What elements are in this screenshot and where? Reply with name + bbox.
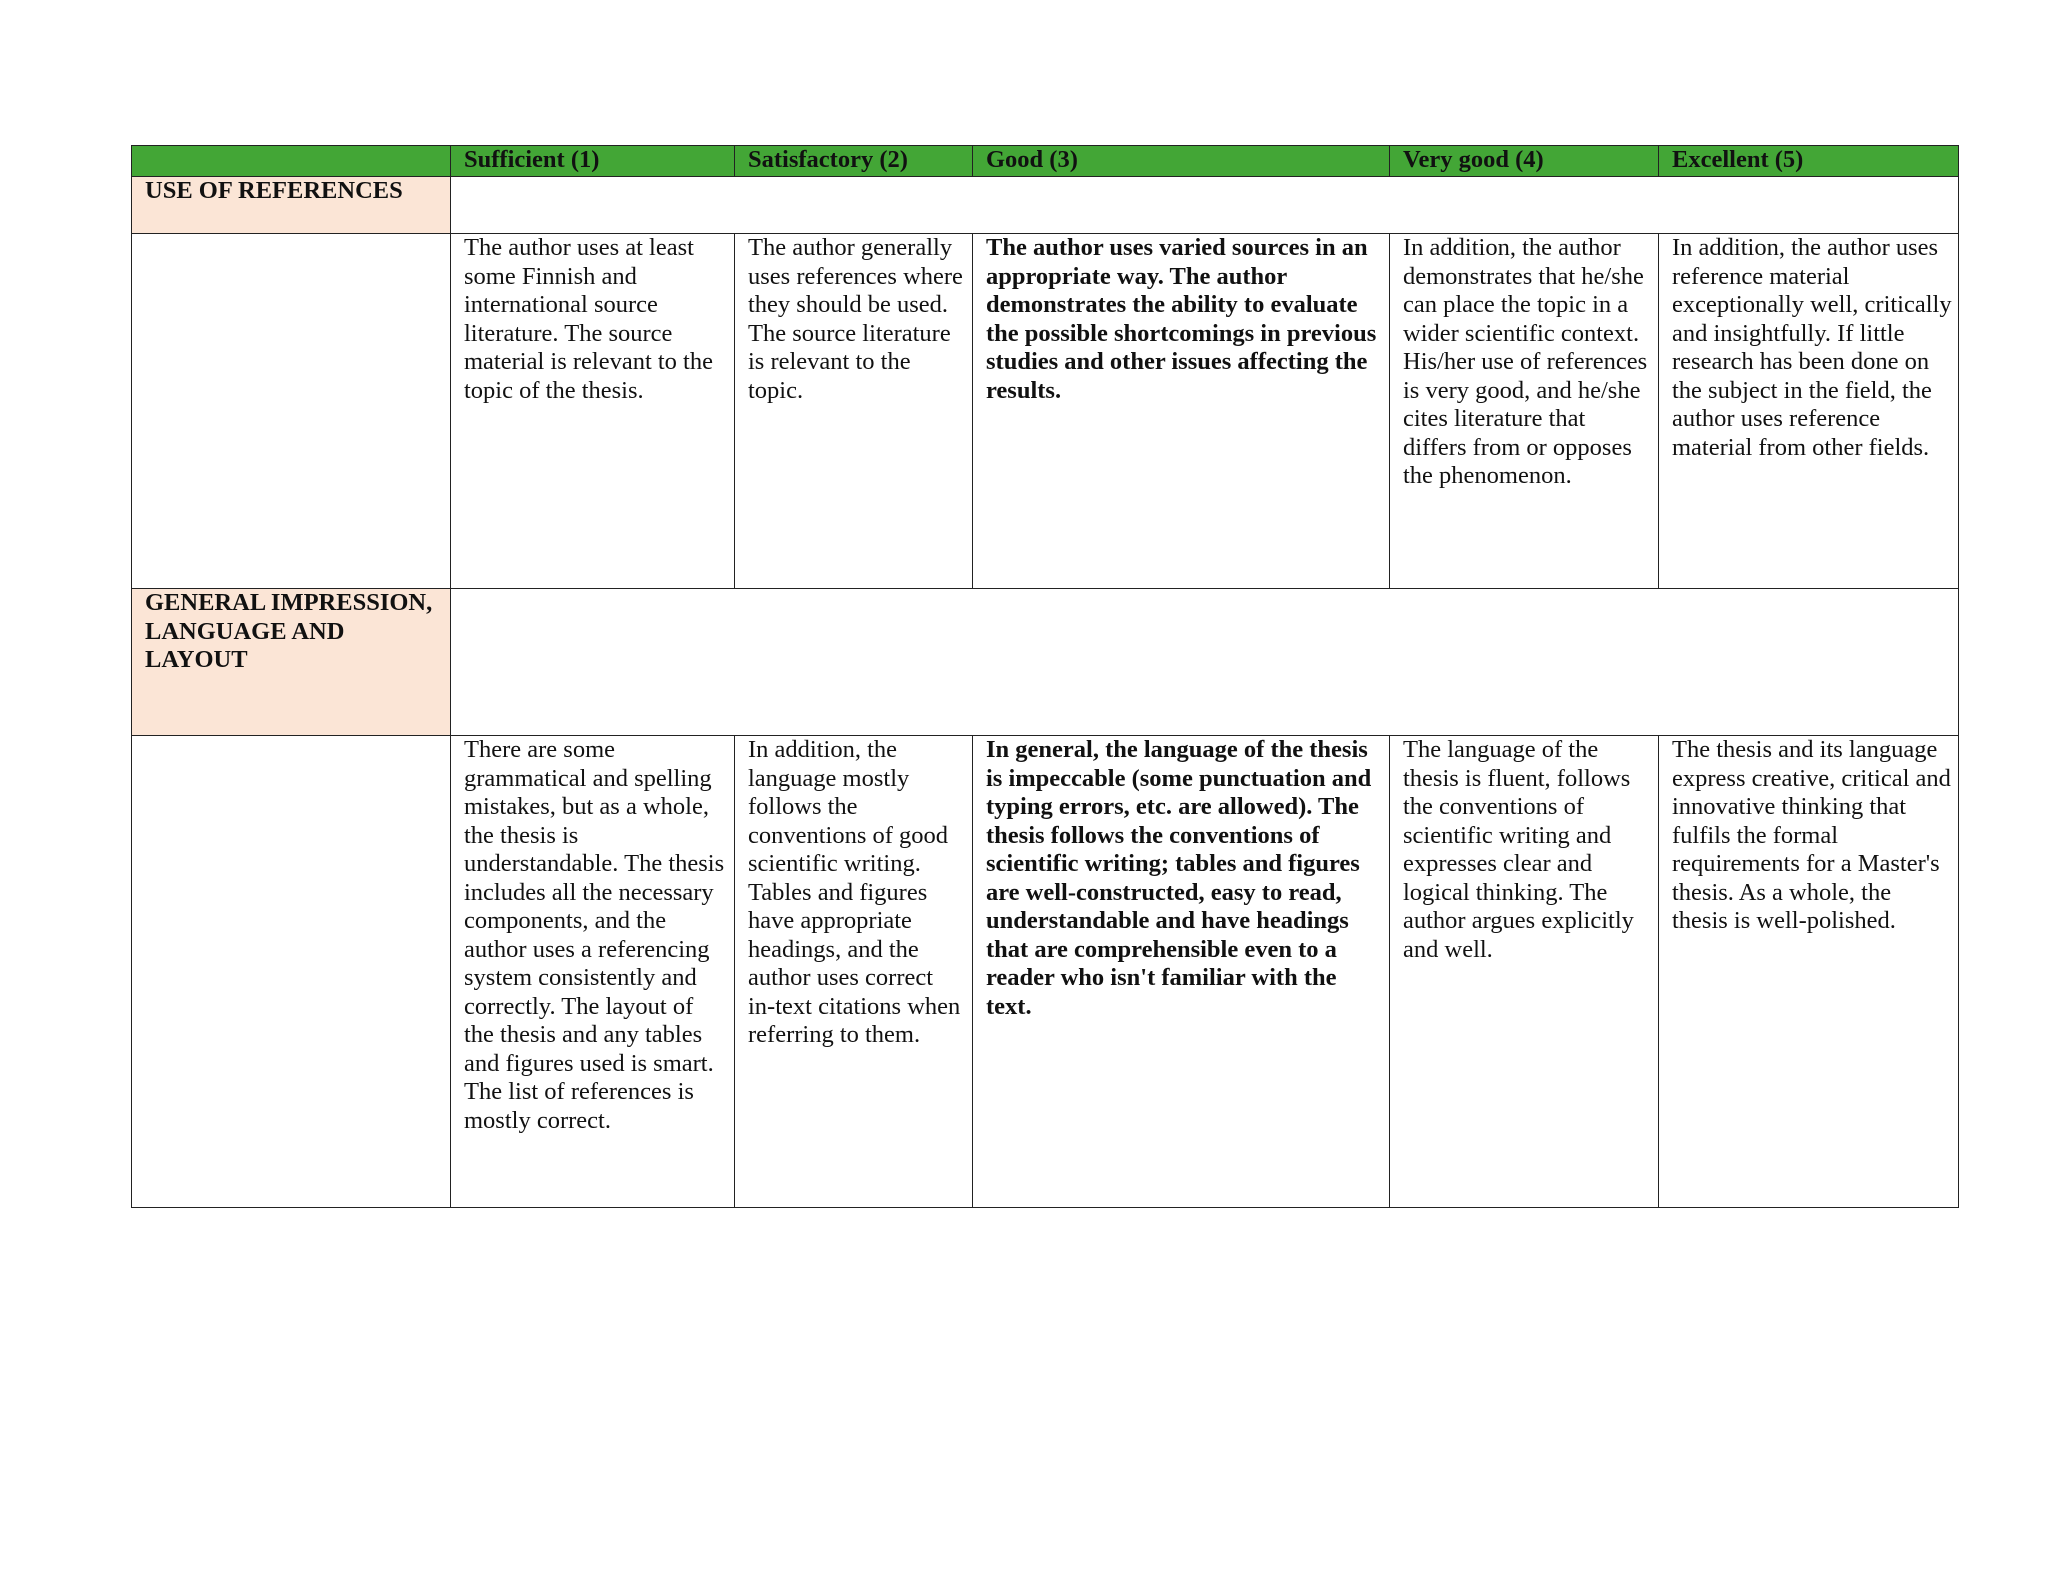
- criteria-row-general-impression: [132, 736, 1959, 1208]
- criteria-cell-good: The author uses varied sources in an appropriate way. The author demonstrates the ability to evaluate the possible shortcomings in previous studies and other issues affecting the results.: [973, 234, 1390, 589]
- criteria-cell-satisfactory: In addition, the language mostly follows the conventions of good scientific writing. Tables and figures have appropriate headings, and the author uses correct in-text citations when referring to them.: [735, 736, 973, 1208]
- criteria-empty-cell: [132, 736, 451, 1208]
- criteria-cell-excellent: In addition, the author uses reference material exceptionally well, critically and insightfully. If little research has been done on the subject in the field, the author uses reference material from other fields.: [1659, 234, 1959, 589]
- criteria-cell-excellent: The thesis and its language express creative, critical and innovative thinking that fulfils the formal requirements for a Master's thesis. As a whole, the thesis is well-polished.: [1659, 736, 1959, 1208]
- criteria-row-use-of-references: [132, 234, 1959, 589]
- criteria-cell-good: In general, the language of the thesis is impeccable (some punctuation and typing errors, etc. are allowed). The thesis follows the conventions of scientific writing; tables and figures are well-constructed, easy to read, understandable and have headings that are comprehensible even to a reader who isn't familiar with the text.: [973, 736, 1390, 1208]
- category-label-use-of-references: USE OF REFERENCES: [132, 177, 451, 234]
- category-row-general-impression: [132, 589, 1959, 736]
- category-spacer-cell: [451, 589, 1959, 736]
- category-spacer-cell: [451, 177, 1959, 234]
- criteria-cell-sufficient: The author uses at least some Finnish and international source literature. The source material is relevant to the topic of the thesis.: [451, 234, 735, 589]
- header-cell-good: Good (3): [973, 146, 1390, 177]
- header-cell-empty: [132, 146, 451, 177]
- category-row-use-of-references: [132, 177, 1959, 234]
- header-cell-sufficient: Sufficient (1): [451, 146, 735, 177]
- criteria-empty-cell: [132, 234, 451, 589]
- header-cell-satisfactory: Satisfactory (2): [735, 146, 973, 177]
- category-label-general-impression: GENERAL IMPRESSION, LANGUAGE AND LAYOUT: [132, 589, 451, 736]
- criteria-cell-very-good: The language of the thesis is fluent, follows the conventions of scientific writing and expresses clear and logical thinking. The author argues explicitly and well.: [1390, 736, 1659, 1208]
- criteria-cell-satisfactory: The author generally uses references where they should be used. The source literature is relevant to the topic.: [735, 234, 973, 589]
- criteria-cell-very-good: In addition, the author demonstrates that he/she can place the topic in a wider scientific context. His/her use of references is very good, and he/she cites literature that differs from or opposes the phenomenon.: [1390, 234, 1659, 589]
- criteria-cell-sufficient: There are some grammatical and spelling mistakes, but as a whole, the thesis is understandable. The thesis includes all the necessary components, and the author uses a referencing system consistently and correctly. The layout of the thesis and any tables and figures used is smart. The list of references is mostly correct.: [451, 736, 735, 1208]
- assessment-rubric-table: [131, 145, 1959, 1208]
- header-cell-very-good: Very good (4): [1390, 146, 1659, 177]
- header-row: [132, 146, 1959, 177]
- header-cell-excellent: Excellent (5): [1659, 146, 1959, 177]
